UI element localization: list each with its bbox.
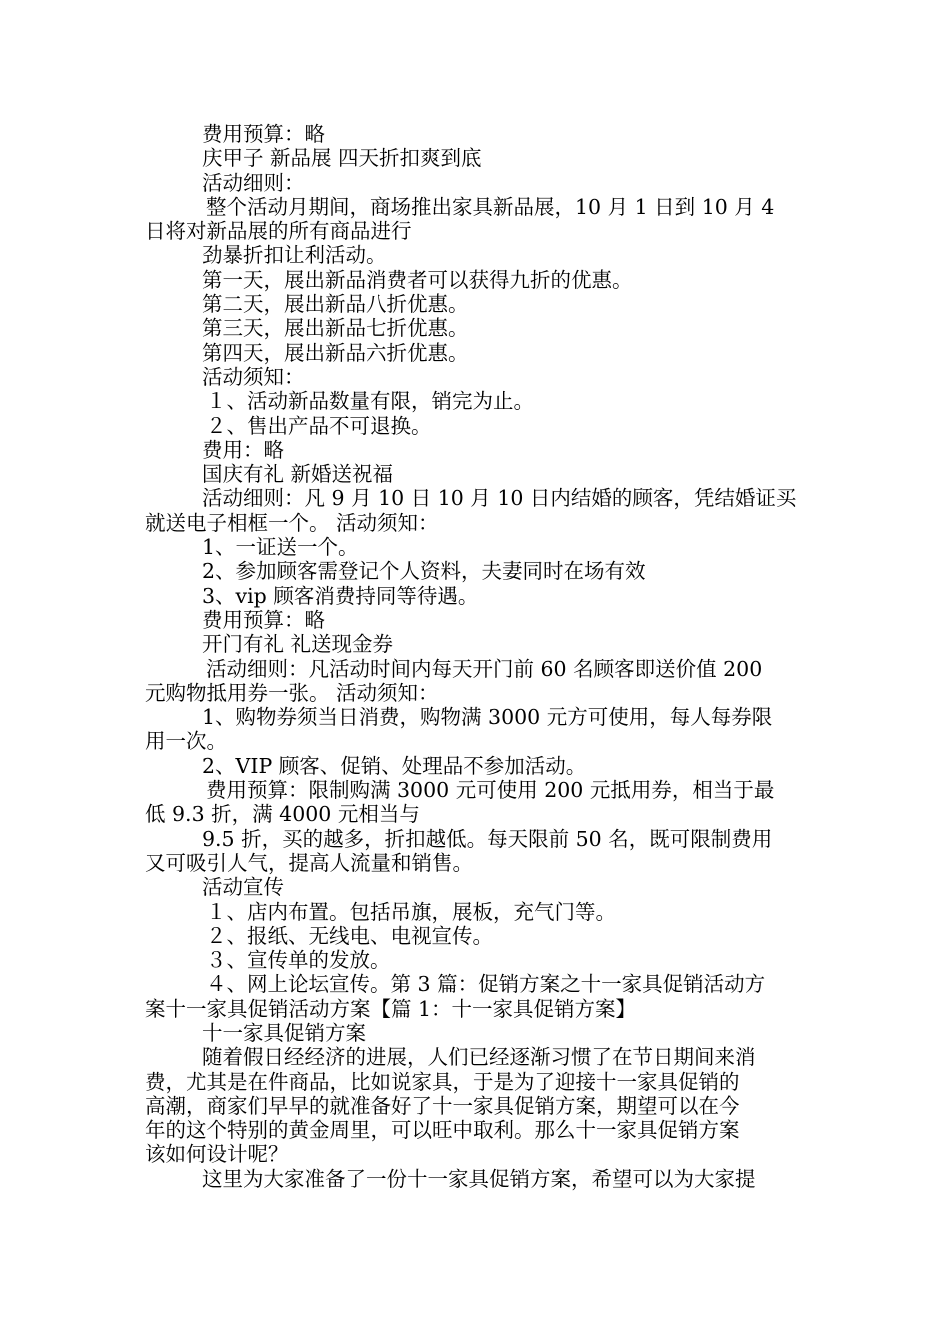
- text-line: 高潮，商家们早早的就准备好了十一家具促销方案，期望可以在今: [145, 1093, 740, 1118]
- text-line: 活动细则：凡活动时间内每天开门前 60 名顾客即送价值 200: [206, 656, 763, 681]
- section-heading: 开门有礼 礼送现金券: [202, 632, 394, 657]
- text-line: 费用预算：略: [202, 607, 325, 632]
- text-line: 又可吸引人气，提高人流量和销售。: [145, 850, 473, 875]
- section-heading: 国庆有礼 新婚送祝福: [202, 462, 394, 487]
- document-body: [145, 122, 810, 1191]
- text-line: 第四天，展出新品六折优惠。: [202, 340, 469, 365]
- text-line: 9.5 折，买的越多，折扣越低。每天限前 50 名，既可限制费用: [202, 826, 773, 851]
- text-line: 活动须知：: [202, 364, 305, 389]
- text-line: 随着假日经经济的进展，人们已经逐渐习惯了在节日期间来消: [202, 1045, 756, 1070]
- list-item: ４、网上论坛宣传。第 3 篇：促销方案之十一家具促销活动方: [206, 972, 766, 997]
- text-line: 费用预算：限制购满 3000 元可使用 200 元抵用券，相当于最: [206, 778, 775, 803]
- text-line: 第三天，展出新品七折优惠。: [202, 316, 469, 341]
- text-line: 用一次。: [145, 729, 227, 754]
- list-item: １、店内布置。包括吊旗，展板，充气门等。: [206, 899, 616, 924]
- text-line: 费，尤其是在件商品，比如说家具，于是为了迎接十一家具促销的: [145, 1069, 740, 1094]
- list-item: ２、售出产品不可退换。: [206, 413, 432, 438]
- text-line: 活动细则：: [202, 170, 305, 195]
- text-line: 年的这个特别的黄金周里，可以旺中取利。那么十一家具促销方案: [145, 1118, 740, 1143]
- text-line: 劲暴折扣让利活动。: [202, 243, 387, 268]
- list-item: 3、vip 顾客消费持同等待遇。: [202, 583, 479, 608]
- text-line: 活动细则：凡 9 月 10 日 10 月 10 日内结婚的顾客，凭结婚证买: [202, 486, 797, 511]
- text-line: 第二天，展出新品八折优惠。: [202, 292, 469, 317]
- list-item: 2、VIP 顾客、促销、处理品不参加活动。: [202, 753, 587, 778]
- list-item: 1、一证送一个。: [202, 535, 359, 560]
- text-line: 第一天，展出新品消费者可以获得九折的优惠。: [202, 267, 633, 292]
- section-heading: 庆甲子 新品展 四天折扣爽到底: [202, 146, 482, 171]
- text-line: 整个活动月期间，商场推出家具新品展，10 月 1 日到 10 月 4: [206, 194, 775, 219]
- text-line: 日将对新品展的所有商品进行: [145, 219, 412, 244]
- text-line: 就送电子相框一个。 活动须知：: [145, 510, 439, 535]
- list-item: ３、宣传单的发放。: [206, 948, 391, 973]
- text-line: 这里为大家准备了一份十一家具促销方案，希望可以为大家提: [202, 1166, 756, 1191]
- list-item: 1、购物券须当日消费，购物满 3000 元方可使用，每人每券限: [202, 705, 773, 730]
- list-item: １、活动新品数量有限，销完为止。: [206, 389, 534, 414]
- text-line: 该如何设计呢？: [145, 1142, 289, 1167]
- text-line: 低 9.3 折，满 4000 元相当与: [145, 802, 420, 827]
- section-heading: 十一家具促销方案: [202, 1020, 366, 1045]
- section-heading: 活动宣传: [202, 875, 284, 900]
- list-item: ２、报纸、无线电、电视宣传。: [206, 923, 493, 948]
- text-line: 费用：略: [202, 437, 284, 462]
- text-line: 元购物抵用券一张。 活动须知：: [145, 680, 439, 705]
- text-line: 费用预算：略: [202, 122, 325, 146]
- list-item: 2、参加顾客需登记个人资料，夫妻同时在场有效: [202, 559, 646, 584]
- text-line: 案十一家具促销活动方案【篇 1：十一家具促销方案】: [145, 996, 637, 1021]
